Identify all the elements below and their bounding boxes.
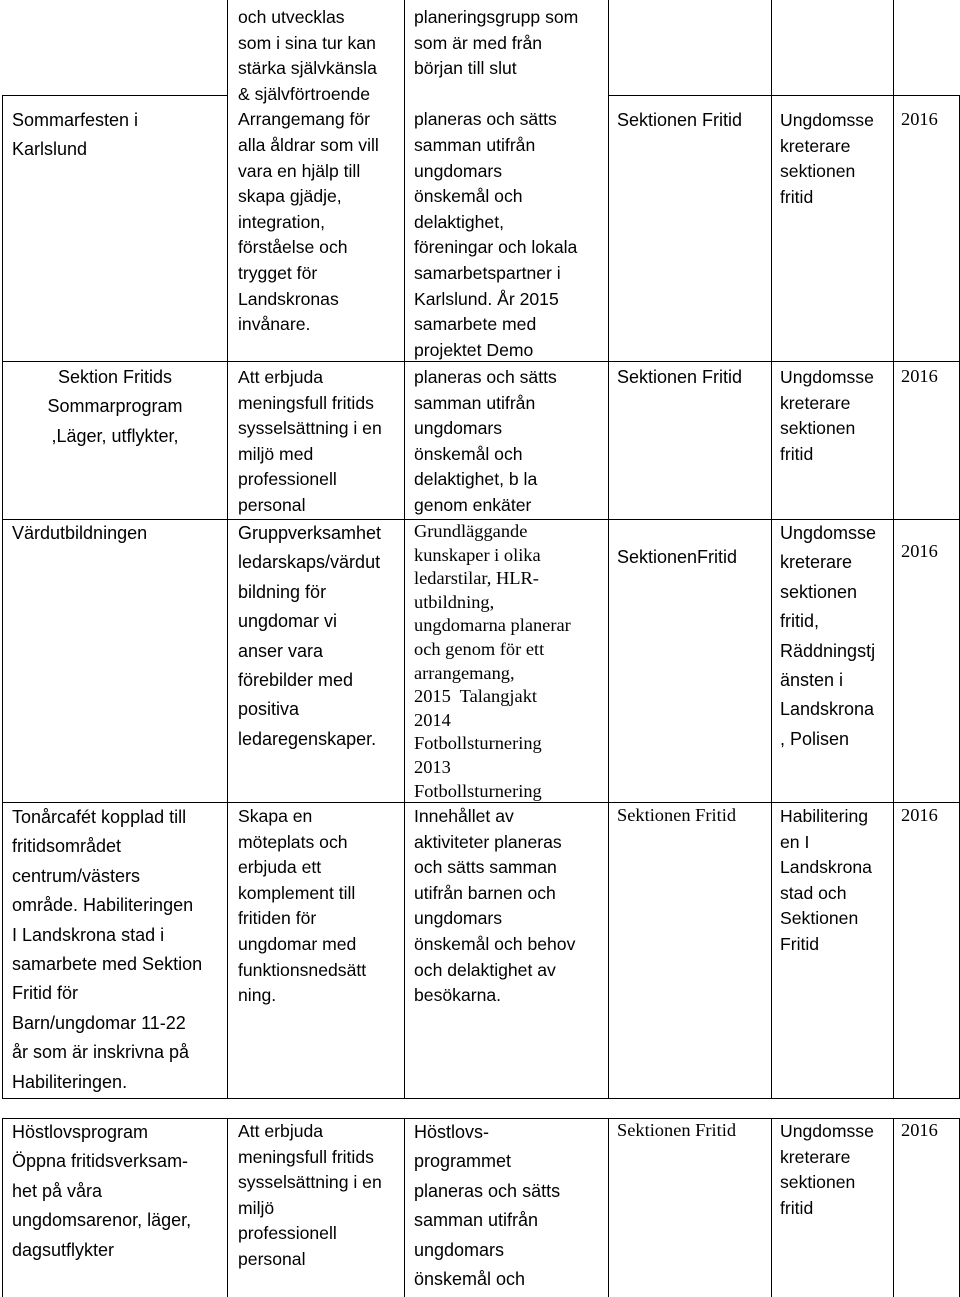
method-cell bbox=[414, 520, 606, 803]
text-line: Sektionen Fritid bbox=[617, 367, 743, 387]
responsible-cell bbox=[617, 1119, 769, 1143]
text-line: samman utifrån bbox=[414, 1210, 539, 1231]
text-line: en I bbox=[780, 831, 810, 852]
text-line: förebilder med bbox=[238, 670, 354, 691]
text-line: samarbete med Sektion bbox=[12, 954, 203, 975]
text-line: ungdomars bbox=[414, 160, 503, 181]
text-line: 2016 bbox=[901, 109, 938, 129]
text-line: fritid bbox=[780, 443, 814, 464]
text-line: stad och bbox=[780, 882, 847, 903]
text-line: Fotbollsturnering bbox=[414, 780, 542, 801]
text-line: programmet bbox=[414, 1151, 512, 1172]
text-line: Att erbjuda bbox=[238, 1121, 324, 1141]
text-line: bildning för bbox=[238, 581, 327, 602]
text-line: och utvecklas bbox=[238, 7, 345, 27]
text-line: Sektionen Fritid bbox=[617, 1120, 737, 1140]
text-line: professionell bbox=[238, 469, 337, 490]
text-line: Arrangemang för bbox=[238, 109, 371, 130]
text-line: centrum/västers bbox=[12, 865, 141, 886]
text-line: arrangemang, bbox=[414, 662, 515, 683]
partner-cell bbox=[780, 1119, 892, 1221]
method-cell bbox=[414, 804, 606, 1009]
text-line: fritid bbox=[780, 1197, 814, 1218]
activity-cell bbox=[4, 363, 226, 451]
text-line: ungdomarna planerar bbox=[414, 615, 571, 636]
text-line: meningsfull fritids bbox=[238, 1146, 374, 1167]
text-line: Grundläggande bbox=[414, 521, 528, 541]
activity-cell bbox=[12, 519, 224, 548]
text-line: besökarna. bbox=[414, 985, 502, 1006]
responsible-cell bbox=[617, 545, 769, 571]
text-line: SektionenFritid bbox=[617, 547, 738, 567]
text-line: 2016 bbox=[901, 366, 938, 386]
text-line: Värdutbildningen bbox=[12, 523, 148, 543]
text-line: samman utifrån bbox=[414, 134, 536, 155]
text-line: sysselsättning i en bbox=[238, 418, 382, 439]
year-cell bbox=[901, 108, 957, 132]
text-line: kreterare bbox=[780, 392, 851, 413]
text-line: Barn/ungdomar 11-22 bbox=[12, 1012, 186, 1033]
text-line: Karlslund. År 2015 bbox=[414, 288, 559, 309]
responsible-cell bbox=[617, 804, 769, 828]
text-line: kreterare bbox=[780, 135, 851, 156]
text-line: Habiliteringen. bbox=[12, 1071, 128, 1092]
text-line: sektionen bbox=[780, 581, 858, 602]
partner-cell bbox=[780, 519, 892, 754]
text-line: planeras och sätts bbox=[414, 367, 557, 387]
text-line: planeras och sätts bbox=[414, 109, 557, 130]
text-line: Sektion Fritids bbox=[57, 367, 173, 387]
text-line: personal bbox=[238, 1248, 306, 1269]
text-line: funktionsnedsätt bbox=[238, 959, 367, 980]
partner-cell bbox=[780, 804, 892, 958]
text-line: som är med från bbox=[414, 32, 543, 53]
text-line: kunskaper i olika bbox=[414, 544, 541, 565]
text-line: positiva bbox=[238, 699, 300, 720]
text-line: ledaregenskaper. bbox=[238, 728, 377, 749]
text-line: ungdomar vi bbox=[238, 611, 338, 632]
text-line: 2016 bbox=[901, 805, 938, 825]
text-line: Ungdomsse bbox=[780, 1121, 874, 1141]
text-line: sektionen bbox=[780, 161, 856, 182]
text-line: personal bbox=[238, 494, 306, 515]
text-line: förståelse och bbox=[238, 237, 348, 258]
partner-cell bbox=[780, 108, 892, 210]
year-cell bbox=[901, 540, 957, 564]
text-line: erbjuda ett bbox=[238, 857, 322, 878]
text-line: ungdomars bbox=[414, 1239, 505, 1260]
text-line: Sektionen Fritid bbox=[617, 805, 737, 825]
text-line: Räddningstj bbox=[780, 640, 876, 661]
text-line: ungdomars bbox=[414, 418, 503, 439]
text-line: Sektionen Fritid bbox=[617, 110, 743, 130]
year-cell bbox=[901, 1119, 957, 1143]
text-line: planeringsgrupp som bbox=[414, 7, 579, 27]
text-line: stärka självkänsla bbox=[238, 58, 377, 79]
text-line: ungdomar med bbox=[238, 933, 357, 954]
text-line: Habilitering bbox=[780, 806, 869, 826]
responsible-cell bbox=[617, 108, 769, 134]
text-line: vara en hjälp till bbox=[238, 160, 361, 181]
text-line: samarbetspartner i bbox=[414, 262, 561, 283]
text-line: Landskrona bbox=[780, 857, 872, 878]
text-line: professionell bbox=[238, 1223, 337, 1244]
text-line: miljö med bbox=[238, 443, 314, 464]
text-line: Innehållet av bbox=[414, 806, 514, 826]
text-line: Gruppverksamhet bbox=[238, 523, 382, 543]
text-line: som i sina tur kan bbox=[238, 32, 376, 53]
text-line: 2015 Talangjakt bbox=[414, 686, 537, 707]
text-line: Sommarfesten i bbox=[12, 110, 139, 130]
text-line: och sätts samman bbox=[414, 857, 557, 878]
text-line: Fotbollsturnering bbox=[414, 733, 542, 754]
text-line: Fritid för bbox=[12, 983, 79, 1004]
text-line: ning. bbox=[238, 985, 277, 1006]
text-line: samman utifrån bbox=[414, 392, 536, 413]
text-line: integration, bbox=[238, 211, 326, 232]
purpose-cell bbox=[238, 365, 402, 519]
text-line: meningsfull fritids bbox=[238, 392, 374, 413]
text-line: skapa gjädje, bbox=[238, 186, 342, 207]
text-line: , Polisen bbox=[780, 728, 850, 749]
text-line: 2014 bbox=[414, 709, 451, 730]
activity-cell bbox=[12, 1118, 226, 1265]
text-line: Landskrona bbox=[780, 699, 875, 720]
text-line: Höstlovsprogram bbox=[12, 1122, 149, 1142]
text-line: komplement till bbox=[238, 882, 356, 903]
text-line: genom enkäter bbox=[414, 494, 532, 515]
text-line: Sektionen bbox=[780, 908, 859, 929]
text-line: Ungdomsse bbox=[780, 523, 877, 543]
text-line: invånare. bbox=[238, 314, 311, 335]
text-line: Ungdomsse bbox=[780, 110, 874, 130]
text-line: dagsutflykter bbox=[12, 1239, 115, 1260]
text-line: Karlslund bbox=[12, 139, 88, 160]
text-line: ledarstilar, HLR- bbox=[414, 568, 539, 589]
responsible-cell bbox=[617, 365, 769, 391]
method-cell bbox=[414, 1118, 606, 1294]
purpose-cell bbox=[238, 1119, 402, 1273]
text-line: planeras och sätts bbox=[414, 1180, 561, 1201]
text-line: fritiden för bbox=[238, 908, 317, 929]
text-line: utifrån barnen och bbox=[414, 882, 556, 903]
text-line: och delaktighet av bbox=[414, 959, 556, 980]
text-line: änsten i bbox=[780, 670, 844, 691]
text-line: anser vara bbox=[238, 640, 324, 661]
text-line: I Landskrona stad i bbox=[12, 924, 165, 945]
text-line: het på våra bbox=[12, 1180, 103, 1201]
text-line: önskemål och behov bbox=[414, 933, 576, 954]
text-line: Sommarprogram bbox=[47, 396, 183, 417]
partner-cell bbox=[780, 365, 892, 467]
method-cell bbox=[414, 365, 606, 519]
text-line: önskemål och bbox=[414, 186, 523, 207]
text-line: kreterare bbox=[780, 1146, 851, 1167]
text-line: sektionen bbox=[780, 1172, 856, 1193]
text-line: trygget för bbox=[238, 262, 318, 283]
text-line: sysselsättning i en bbox=[238, 1172, 382, 1193]
text-line: Tonårcafét kopplad till bbox=[12, 807, 187, 827]
activity-cell bbox=[12, 803, 226, 1097]
text-line: aktiviteter planeras bbox=[414, 831, 562, 852]
text-line: delaktighet, b la bbox=[414, 469, 538, 490]
text-line: år som är inskrivna på bbox=[12, 1042, 190, 1063]
purpose-cell bbox=[238, 5, 402, 338]
text-line: samarbete med bbox=[414, 314, 537, 335]
text-line: utbildning, bbox=[414, 591, 495, 612]
text-line: alla åldrar som vill bbox=[238, 134, 379, 155]
text-line: Landskronas bbox=[238, 288, 339, 309]
text-line: föreningar och lokala bbox=[414, 237, 578, 258]
text-line: början till slut bbox=[414, 58, 517, 79]
text-line: Skapa en bbox=[238, 806, 313, 826]
text-line: 2013 bbox=[414, 756, 451, 777]
text-line: & självförtroende bbox=[238, 83, 371, 104]
text-line: sektionen bbox=[780, 418, 856, 439]
text-line: fritidsområdet bbox=[12, 836, 122, 857]
text-line: miljö bbox=[238, 1197, 275, 1218]
text-line: Fritid bbox=[780, 933, 820, 954]
year-cell bbox=[901, 365, 957, 389]
text-line: ,Läger, utflykter, bbox=[51, 425, 179, 446]
text-line: 2016 bbox=[901, 541, 938, 561]
text-line: delaktighet, bbox=[414, 211, 504, 232]
text-line: område. Habiliteringen bbox=[12, 895, 194, 916]
text-line: önskemål och bbox=[414, 1269, 526, 1290]
text-line: 2016 bbox=[901, 1120, 938, 1140]
text-line: önskemål och bbox=[414, 443, 523, 464]
activity-cell bbox=[12, 106, 224, 165]
text-line: Höstlovs- bbox=[414, 1122, 490, 1142]
text-line: ungdomars bbox=[414, 908, 503, 929]
purpose-cell bbox=[238, 804, 402, 1009]
text-line: och genom för ett bbox=[414, 638, 545, 659]
text-line bbox=[414, 82, 606, 108]
text-line: Ungdomsse bbox=[780, 367, 874, 387]
text-line: projektet Demo bbox=[414, 339, 534, 360]
purpose-cell bbox=[238, 519, 402, 754]
text-line: möteplats och bbox=[238, 831, 348, 852]
year-cell bbox=[901, 804, 957, 828]
text-line: ledarskaps/värdut bbox=[238, 552, 381, 573]
text-line: fritid bbox=[780, 186, 814, 207]
text-line: Att erbjuda bbox=[238, 367, 324, 387]
text-line: Öppna fritidsverksam- bbox=[12, 1151, 189, 1172]
text-line: kreterare bbox=[780, 552, 853, 573]
method-cell bbox=[414, 5, 606, 363]
text-line: fritid, bbox=[780, 611, 820, 632]
text-line: ungdomsarenor, läger, bbox=[12, 1210, 192, 1231]
